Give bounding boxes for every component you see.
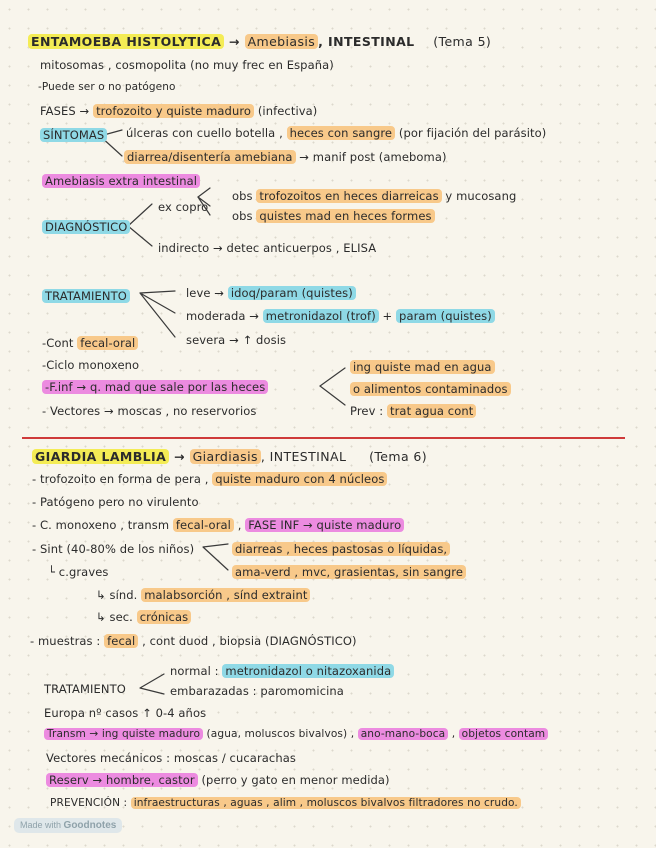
giardia-trat-label: TRATAMIENTO <box>44 682 126 696</box>
tratamiento-severa: severa → ↑ dosis <box>186 333 287 347</box>
diagnostico-label: DIAGNÓSTICO <box>42 220 130 234</box>
entamoeba-disease: Amebiasis <box>245 34 319 49</box>
giardia-disease: Giardiasis <box>190 449 261 464</box>
giardia-l3: - C. monoxeno , transm fecal-oral , FASE INF → quiste maduro <box>32 518 404 532</box>
giardia-trat-emb: embarazadas : paromomicina <box>170 684 344 698</box>
giardia-reserv: Reserv → hombre, castor (perro y gato en menor medida) <box>46 773 390 787</box>
entamoeba-line2: -Puede ser o no patógeno <box>38 81 176 93</box>
giardia-trat-normal: normal : metronidazol o nitazoxanida <box>170 664 394 678</box>
goodnotes-badge[interactable]: Made with Goodnotes <box>14 818 122 833</box>
giardia-sint: - Sint (40-80% de los niños) <box>32 542 195 556</box>
giardia-l2: - Patógeno pero no virulento <box>32 495 199 509</box>
diagnostico-indirecto: indirecto → detec anticuerpos , ELISA <box>158 241 377 255</box>
entamoeba-cont: -Cont fecal-oral <box>42 336 138 350</box>
entamoeba-ciclo: -Ciclo monoxeno <box>42 358 140 372</box>
amebiasis-extra: Amebiasis extra intestinal <box>42 174 200 188</box>
giardia-sint-r1: diarreas , heces pastosas o líquidas, <box>232 542 450 556</box>
giardia-cgraves: └ c.graves <box>48 565 109 579</box>
giardia-vectores: Vectores mecánicos : moscas / cucarachas <box>46 751 296 765</box>
right-r2: o alimentos contaminados <box>350 382 511 396</box>
sintomas-label: SÍNTOMAS <box>40 128 107 142</box>
tratamiento-moderada: moderada → metronidazol (trof) + param (quistes) <box>186 309 495 323</box>
diagnostico-obs2: obs quistes mad en heces formes <box>232 209 435 223</box>
giardia-sint-r2: ama-verd , mvc, grasientas, sin sangre <box>232 565 466 579</box>
giardia-europa: Europa nº casos ↑ 0-4 años <box>44 706 207 720</box>
entamoeba-tema: (Tema 5) <box>433 34 492 49</box>
giardia-muestras: - muestras : fecal , cont duod , biopsia (DIAGNÓSTICO) <box>30 634 357 648</box>
sintomas-b: diarrea/disentería amebiana → manif post (ameboma) <box>124 150 447 164</box>
giardia-tema: (Tema 6) <box>369 449 428 464</box>
entamoeba-vectores: - Vectores → moscas , no reservorios <box>42 404 257 418</box>
right-r3: Prev : trat agua cont <box>350 404 476 418</box>
giardia-title: GIARDIA LAMBLIA <box>32 449 169 464</box>
entamoeba-finf: -F.inf → q. mad que sale por las heces <box>42 380 268 394</box>
giardia-sub1: ↳ sínd. malabsorción , sínd extraint <box>96 588 310 602</box>
right-r1: ing quiste mad en agua <box>350 360 495 374</box>
giardia-sub2: ↳ sec. crónicas <box>96 610 191 624</box>
entamoeba-title: ENTAMOEBA HISTOLYTICA <box>28 34 224 49</box>
giardia-transm: Transm → ing quiste maduro (agua, moluscos bivalvos) , ano-mano-boca , objetos contam <box>44 728 548 740</box>
tratamiento-label: TRATAMIENTO <box>42 289 130 303</box>
giardia-header: GIARDIA LAMBLIA → Giardiasis , INTESTINAL (Tema 6) <box>32 449 427 464</box>
giardia-prevencion: PREVENCIÓN : infraestructuras , aguas , alim , moluscos bivalvos filtradores no crudo. <box>50 797 521 809</box>
diagnostico-obs1: obs trofozoitos en heces diarreicas y mucosang <box>232 189 517 203</box>
section-divider <box>22 437 625 439</box>
entamoeba-line1: mitosomas , cosmopolita (no muy frec en España) <box>40 58 334 72</box>
entamoeba-header: ENTAMOEBA HISTOLYTICA → Amebiasis , INTESTINAL (Tema 5) <box>28 34 491 49</box>
entamoeba-fases: FASES → trofozoito y quiste maduro (infectiva) <box>40 104 318 118</box>
sintomas-a: úlceras con cuello botella , heces con sangre (por fijación del parásito) <box>126 126 547 140</box>
tratamiento-leve: leve → idoq/param (quistes) <box>186 286 356 300</box>
giardia-l1: - trofozoito en forma de pera , quiste maduro con 4 núcleos <box>32 472 387 486</box>
diagnostico-excopro: ex copro <box>158 200 209 214</box>
